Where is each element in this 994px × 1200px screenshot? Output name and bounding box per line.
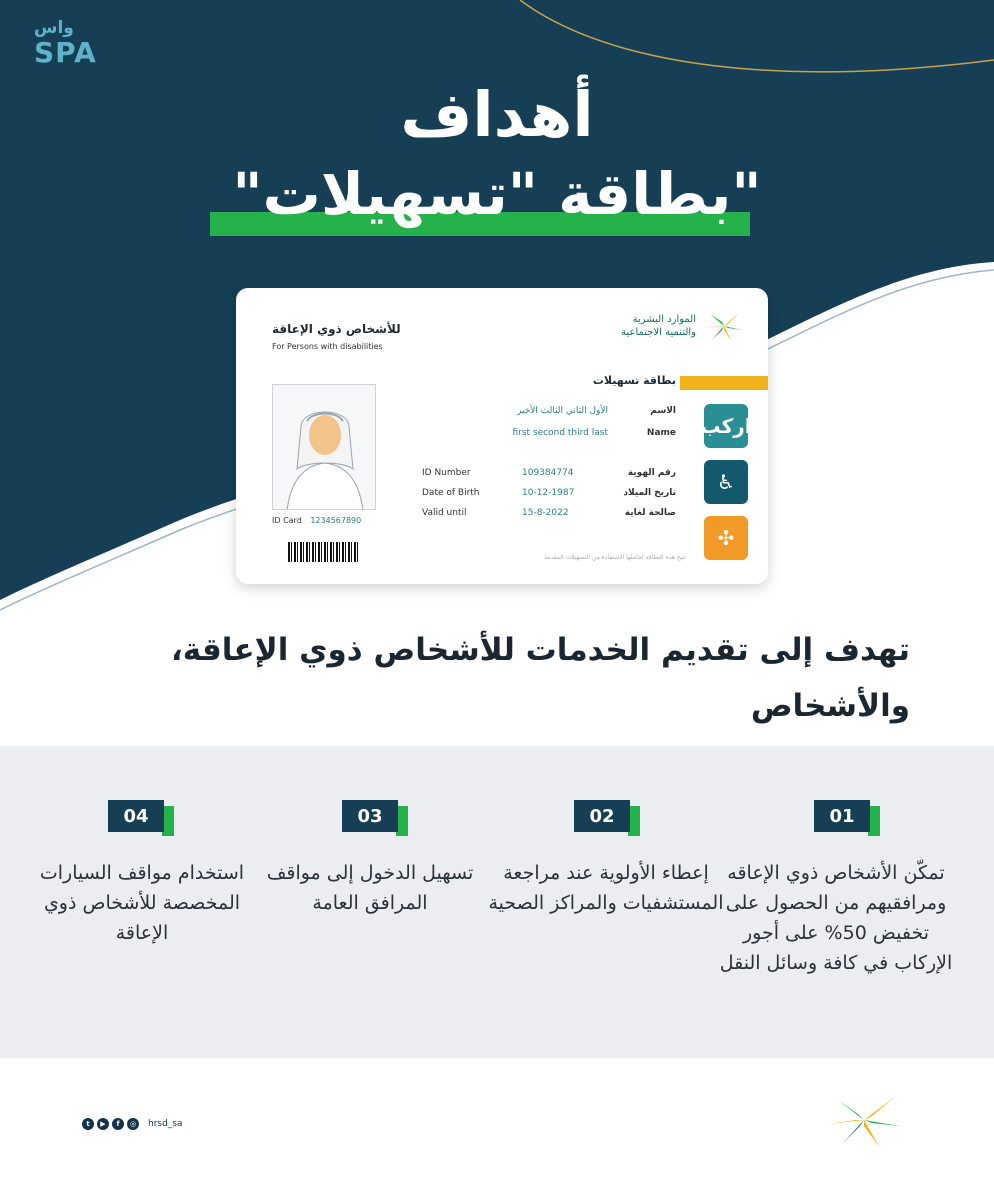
wheelchair-icon: ♿ [704,460,748,504]
id-card-label: ID Card [272,516,302,525]
social-handle[interactable]: hrsd_sa [148,1119,183,1129]
name-value-en: first second third last [512,428,608,438]
id-card-value: 1234567890 [310,516,362,525]
goal-badge-03 [342,800,408,836]
card-audience-english: For Persons with disabilities [272,342,383,351]
dob-label-en: Date of Birth [422,488,480,498]
valid-value: 15-8-2022 [522,508,569,518]
spa-logo [34,18,114,68]
goal-number: 04 [108,800,164,832]
ministry-footer-logo-icon [824,1090,904,1150]
goal-number: 03 [342,800,398,832]
goal-number: 02 [574,800,630,832]
ministry-name-line1: الموارد البشرية [632,314,696,325]
dob-value: 10-12-1987 [522,488,575,498]
person-avatar-icon [273,385,376,510]
card-name: بطاقة تسهيلات [592,374,676,387]
id-card-line [272,516,361,525]
twitter-icon[interactable]: t [82,1118,94,1130]
goal-badge-04 [108,800,174,836]
instagram-icon[interactable]: ◎ [127,1118,139,1130]
valid-label-ar: صالحة لغاية [624,508,676,518]
social-links [82,1118,183,1130]
intro-line-1: تهدف إلى تقديم الخدمات للأشخاص ذوي الإعاقة، والأشخاص [170,632,910,724]
card-footnote: تتيح هذه البطاقة لحاملها الاستفادة من التسهيلات المقدمة [544,554,686,561]
goal-text: تسهيل الدخول إلى مواقف المرافق العامة [266,862,474,914]
holder-photo [272,384,376,510]
name-label-ar: الاسم [650,406,676,416]
ministry-brand [621,308,744,344]
spa-logo-text: SPA [34,36,97,69]
id-value: 109384774 [522,468,574,478]
valid-label-en: Valid until [422,508,467,518]
card-audience-arabic: للأشخاص ذوي الإعاقة [272,322,401,336]
goal-text: إعطاء الأولوية عند مراجعة المستشفيات والمراكز الصحية [488,862,724,914]
dob-label-ar: تاريخ الميلاد [623,488,676,498]
barcode [288,542,358,562]
id-label-ar: رقم الهوية [627,468,676,478]
ride-icon: اركب [704,404,748,448]
facilitation-card [236,288,768,584]
goal-badge-02 [574,800,640,836]
card-accent-band [680,376,768,390]
autism-puzzle-icon: ✣ [704,516,748,560]
goal-text: تمكّن الأشخاص ذوي الإعاقه ومرافقيهم من الحصول على تخفيض 50% على أجور الإركاب في كافة وسائل النقل [719,862,953,974]
name-label-en: Name [646,428,676,438]
goal-number: 01 [814,800,870,832]
facebook-icon[interactable]: f [112,1118,124,1130]
page-subtitle: "بطاقة "تسهيلات" [232,160,762,228]
goal-badge-01 [814,800,880,836]
youtube-icon[interactable]: ▶ [97,1118,109,1130]
ministry-name [621,313,696,339]
spa-logo-arabic: واس [34,18,74,38]
subtitle-wrap [0,160,994,228]
page-title: أهداف [400,78,594,151]
goals-panel [0,746,994,1058]
goal-text: استخدام مواقف السيارات المخصصة للأشخاص ذوي الإعاقة [39,862,245,944]
ministry-name-line2: والتنمية الاجتماعية [621,327,696,338]
name-value-ar: الأول الثاني الثالث الأخير [517,406,608,416]
ministry-logo-icon [704,308,744,344]
id-label-en: ID Number [422,468,471,478]
